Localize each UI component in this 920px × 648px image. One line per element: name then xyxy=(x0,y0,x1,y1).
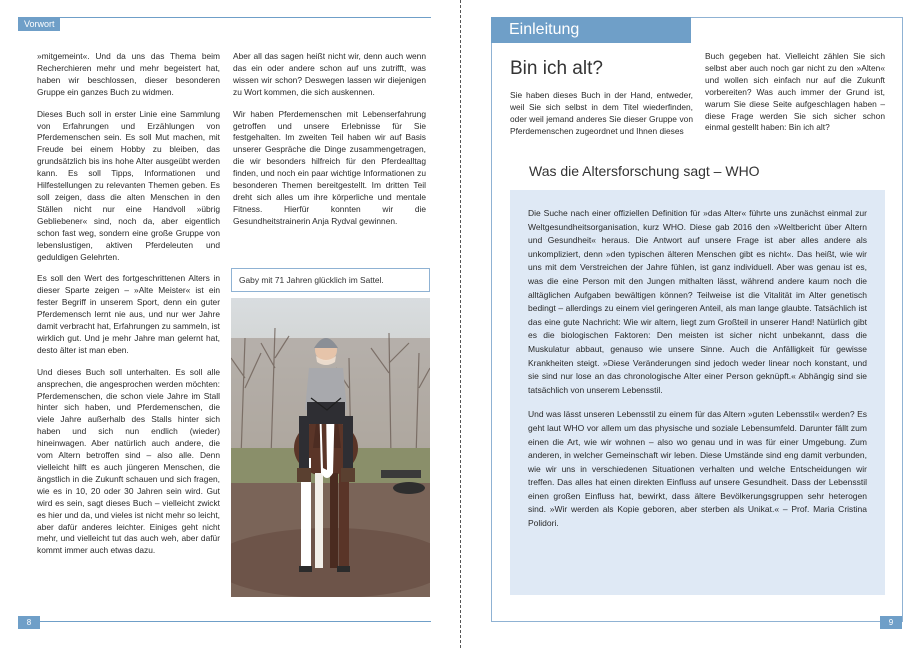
page-number-left: 8 xyxy=(18,616,40,629)
paragraph: Es soll den Wert des fortgeschrittenen Alters in dieser Sparte zeigen – »Alte Meister« ist ein fester Begriff in unserem Sport, denn ein guter Pferdemensch lernt nie aus, und nur wer Jahre damit verbracht hat, Erfahrungen zu sammeln, ist wirklich gut. Und je mehr Jahre man gelernt hat, desto älter ist man eben. xyxy=(37,273,220,355)
paragraph: Die Suche nach einer offiziellen Definition für »das Alter« führte uns zunächst einmal zur Weltgesundheitsorganisation, kurz WHO. Diese gab 2016 den »Weltbericht über Altern und Gesundheit« heraus. Die Antwort auf unsere Frage ist aber alles andere als unkompliziert, denn »den typischen älteren Menschen gibt es nicht«. Das heißt, wie wir uns mit dem Verstreichen der Jahre fühlen, ist ganz individuell. Aber was genau ist es, was die eine Person mit den Jungen mithalten lässt, während andere kaum noch die alltäglichen Aufgaben bewältigen können? Teilweise ist die Vitalität im Alter genetisch bedingt – allerdings zu einem viel geringeren Anteil, als man lange glaubte. Tatsächlich ist das eine gute Nachricht: Wie wir altern, liegt zum Großteil in unserer Hand! Natürlich gibt es die biologischen Faktoren: Den meisten ist sicher nicht unbekannt, dass die Muskulatur abbaut, genauso wie unsere Sinne. Auch die Anfälligkeit für gewisse Krankheiten steigt. »Diese Veränderungen sind jedoch weder linear noch konstant, und sie sind nur lose an das chronologische Alter einer Person geknüpft.« Abhängig sind sie tatsächlich von unserem Lebensstil. xyxy=(528,208,867,395)
page-number-right: 9 xyxy=(880,616,902,629)
page-title: Bin ich alt? xyxy=(510,58,603,79)
left-page-top-rule xyxy=(18,17,431,18)
who-info-text xyxy=(528,207,867,542)
left-page-column-2 xyxy=(233,51,426,238)
horse-rider-photo xyxy=(231,298,430,597)
paragraph: Wir haben Pferdemenschen mit Lebenserfahrung getroffen und unsere Erlebnisse für Sie festgehalten. Im zweiten Teil haben wir auf Basis unserer Gespräche die Dinge zusammengetragen, die wir besonders hilfreich für den Pferdealltag finden, und noch ein paar wichtige Informationen zu besonderen Themen bereitgestellt. Im dritten Teil dreht sich alles um ihre körperliche und mentale Fitness. Hierfür konnten wir die Gesundheitstrainerin Anja Rydval gewinnen. xyxy=(233,108,426,226)
left-page-column-1 xyxy=(37,51,220,567)
paragraph: Und dieses Buch soll unterhalten. Es soll alle ansprechen, die angesprochen werden möchten: Pferdemenschen, die schon viele Jahre im Stall hinter sich haben, und Pferdemenschen, die viele Jahre außerhalb des Stalls hinter sich haben und sich nun endlich (wieder) hineinwagen. Aber natürlich auch andere, die vom Altern betroffen sind – also alle. Denn vielleicht hilft es auch jüngeren Menschen, die ängstlich in die Zukunft schauen und sich fragen, wie es in 10, 20 oder 30 Jahren sein wird. Gut wird es sein, sagt dieses Buch – vielleicht zwickt es hier und da, und vieles ist nicht mehr so leicht, aber dafür anderes leichter. Einiges geht nicht mehr, und vielleicht tut das auch weh, aber dafür kommt immer auch etwas dazu. xyxy=(37,366,220,556)
intro-paragraph-left: Sie haben dieses Buch in der Hand, entweder, weil Sie sich selbst in dem Titel wiederfinden, oder weil jemand anderes Sie dieser Gruppe von Pferdemenschen zugeordnet und Ihnen dieses xyxy=(510,90,693,136)
section-header-einleitung: Einleitung xyxy=(491,17,691,43)
paragraph: Dieses Buch soll in erster Linie eine Sammlung von Erfahrungen und Erzählungen von Pferdemenschen sein. Es soll Mut machen, mit Freude bei einem Hobby zu bleiben, das grundsätzlich bis ins hohe Alter ausgeübt werden kann. Es soll Tipps, Informationen und Hilfestellungen zu relevanten Themen geben. Es soll zeigen, dass die alten Menschen in den Ställen nicht nur eine Handvoll »übrig Gebliebener« sind, noch da, aber eigentlich schon fast weg, sondern eine große Gruppe von lebenslustigen, aktiven Pferdeleuten und geduldigen Gelehrten. xyxy=(37,108,220,262)
photo-caption: Gaby mit 71 Jahren glücklich im Sattel. xyxy=(231,268,430,292)
who-subheading: Was die Altersforschung sagt – WHO xyxy=(529,163,760,179)
left-page-bottom-rule xyxy=(18,621,431,622)
paragraph: Aber all das sagen heißt nicht wir, denn auch wenn das ein oder andere schon auf uns zutrifft, was wissen wir schon? Deswegen lassen wir diejenigen zu Wort kommen, die sich auskennen. xyxy=(233,51,426,97)
book-spine-fold xyxy=(460,0,461,648)
chapter-tab-vorwort: Vorwort xyxy=(18,17,60,31)
paragraph: Und was lässt unseren Lebensstil zu einem für das Altern »guten Lebensstil« werden? Es geht laut WHO vor allem um das physische und soziale Lebensumfeld. Darunter fällt zum einen die Art, wie wir wohnen – also wo genau und in was für einer Umgebung. Zum anderen, in welcher Gemeinschaft wir leben. Diese Umstände sind eng damit verbunden, wie wir uns in verschiedenen Situationen verhalten und welche Entscheidungen wir treffen. Das alles hat einen direkten Einfluss auf unsere Gesundheit. Dass der Lebensstil einen großen Einfluss hat, bewirkt, dass ältere Bevölkerungsgruppen sehr heterogen sind. »Wir werden als Kopie geboren, aber sterben als Unikat.« – Prof. Maria Cristina Polidori. xyxy=(528,409,867,529)
intro-paragraph-right: Buch gegeben hat. Vielleicht zählen Sie sich selbst aber auch noch gar nicht zu den »Alten« und wollen sich einfach nur auf die Zukunft vorbereiten? Was auch immer der Grund ist, warum Sie diese Seite aufgeschlagen haben – diese Frage werden Sie sich sicher schon einmal gestellt haben: Bin ich alt? xyxy=(705,51,885,133)
paragraph: »mitgemeint«. Und da uns das Thema beim Recherchieren mehr und mehr begeistert hat, haben wir beschlossen, dieser besonderen Gruppe ein ganzes Buch zu widmen. xyxy=(37,51,220,97)
